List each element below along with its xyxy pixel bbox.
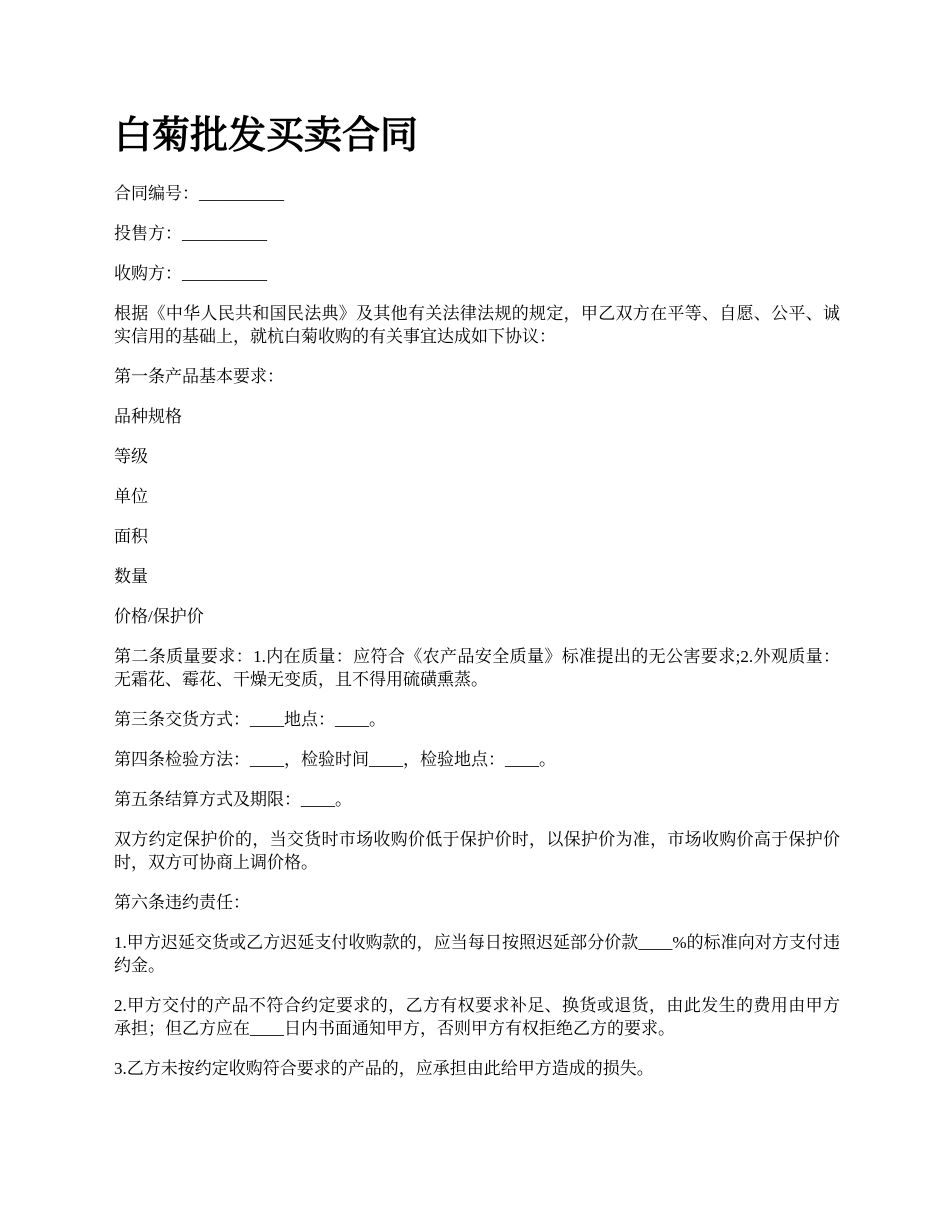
contract-number-line: 合同编号：__________: [114, 184, 284, 203]
liability-clause-3: 3.乙方未按约定收购符合要求的产品的，应承担由此给甲方造成的损失。: [114, 1059, 654, 1078]
liability-clause-1: 1.甲方迟延交货或乙方迟延支付收购款的，应当每日按照迟延部分价款____%的标准向对方支付违约金。: [114, 933, 840, 975]
article-4-inspection: 第四条检验方法：____，检验时间____，检验地点：____。: [114, 750, 556, 769]
article-2-quality: 第二条质量要求：1.内在质量：应符合《农产品安全质量》标准提出的无公害要求;2.外观质量：无霜花、霉花、干燥无变质，且不得用硫磺熏蒸。: [114, 647, 840, 689]
item-price: 价格/保护价: [114, 607, 204, 626]
article-3-delivery: 第三条交货方式：____地点：____。: [114, 710, 386, 729]
article-1-heading: 第一条产品基本要求：: [114, 367, 284, 386]
buyer-line: 收购方：__________: [114, 264, 267, 283]
document-page: [114, 112, 840, 1097]
item-unit: 单位: [114, 487, 148, 506]
liability-clause-2: 2.甲方交付的产品不符合约定要求的，乙方有权要求补足、换货或退货，由此发生的费用由甲方承担；但乙方应在____日内书面通知甲方，否则甲方有权拒绝乙方的要求。: [114, 996, 840, 1038]
preamble-paragraph: 根据《中华人民共和国民法典》及其他有关法律法规的规定，甲乙双方在平等、自愿、公平、诚实信用的基础上，就杭白菊收购的有关事宜达成如下协议：: [114, 304, 840, 346]
protection-price-paragraph: 双方约定保护价的，当交货时市场收购价低于保护价时，以保护价为准，市场收购价高于保护价时，双方可协商上调价格。: [114, 830, 840, 872]
item-quantity: 数量: [114, 567, 148, 586]
seller-line: 投售方：__________: [114, 224, 267, 243]
item-area: 面积: [114, 527, 148, 546]
document-title: 白菊批发买卖合同: [114, 115, 419, 157]
item-grade: 等级: [114, 447, 148, 466]
article-6-heading: 第六条违约责任：: [114, 893, 250, 912]
article-5-settlement: 第五条结算方式及期限：____。: [114, 790, 352, 809]
item-variety-spec: 品种规格: [114, 407, 182, 426]
